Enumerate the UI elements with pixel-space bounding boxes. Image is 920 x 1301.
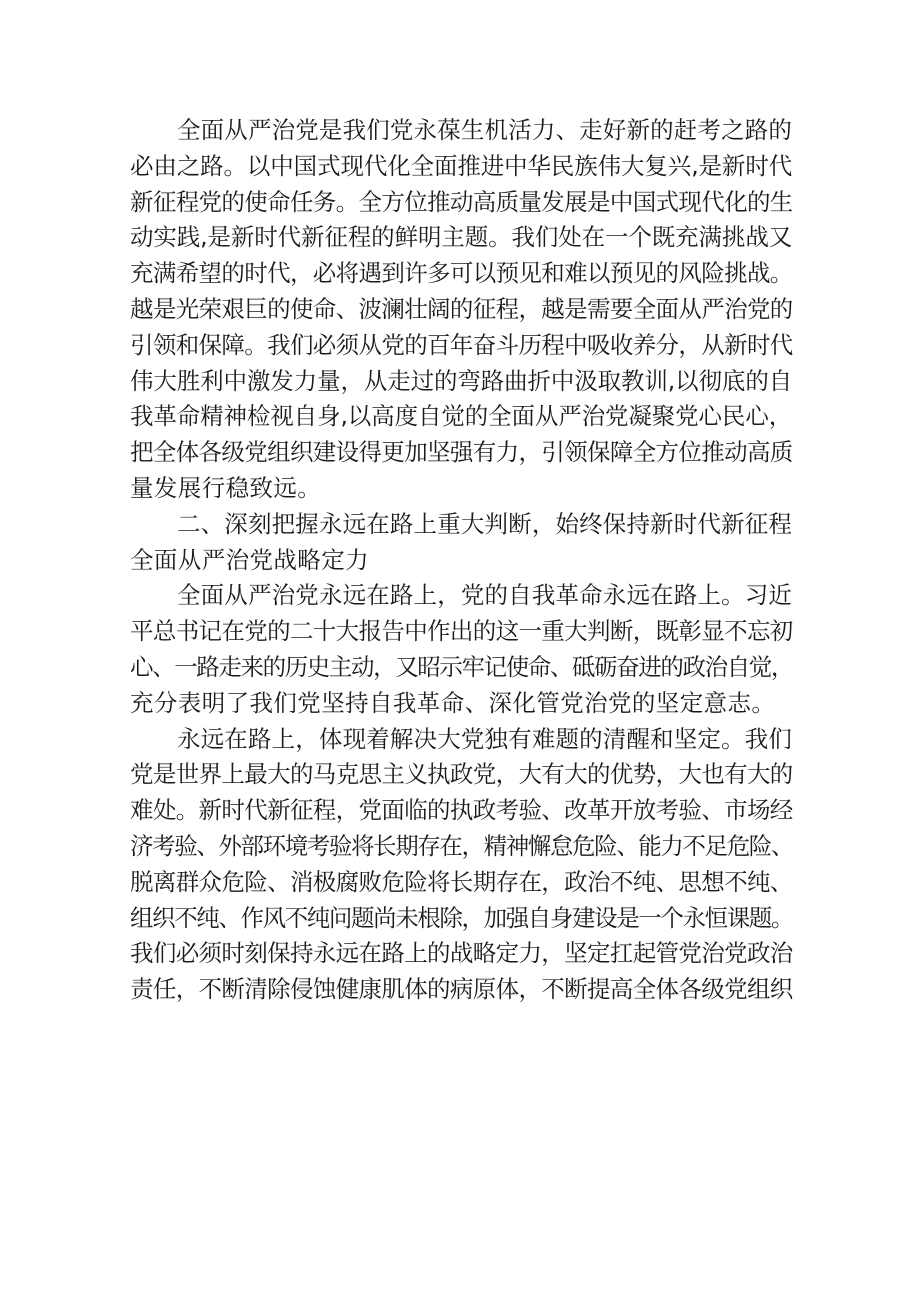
text-line: 把全体各级党组织建设得更加坚强有力，引领保障全方位推动高质 (130, 438, 793, 467)
text-line: 心、一路走来的历史主动，又昭示牢记使命、砥砺奋进的政治自觉， (130, 652, 793, 681)
text-line: 越是光荣艰巨的使命、波澜壮阔的征程，越是需要全面从严治党的 (130, 294, 793, 323)
text-line: 组织不纯、作风不纯问题尚未根除，加强自身建设是一个永恒课题。 (130, 903, 793, 932)
text-line: 新征程党的使命任务。全方位推动高质量发展是中国式现代化的生 (130, 187, 793, 216)
text-line: 引领和保障。我们必须从党的百年奋斗历程中吸收养分，从新时代 (130, 330, 793, 359)
text-line: 永远在路上，体现着解决大党独有难题的清醒和坚定。我们 (177, 724, 792, 753)
text-line: 我革命精神检视自身,以高度自觉的全面从严治党凝聚党心民心， (130, 402, 792, 431)
text-line: 济考验、外部环境考验将长期存在，精神懈怠危险、能力不足危险、 (130, 831, 793, 860)
paragraph-2 (130, 578, 792, 721)
text-line: 必由之路。以中国式现代化全面推进中华民族伟大复兴,是新时代 (130, 151, 792, 180)
text-line: 充满希望的时代，必将遇到许多可以预见和难以预见的风险挑战。 (130, 259, 793, 288)
text-line: 全面从严治党是我们党永葆生机活力、走好新的赶考之路的 (177, 116, 792, 144)
text-line: 伟大胜利中激发力量，从走过的弯路曲折中汲取教训,以彻底的自 (130, 366, 792, 395)
paragraph-1 (130, 113, 792, 507)
document-body (130, 113, 792, 1008)
section-heading (130, 507, 792, 579)
text-line: 脱离群众危险、消极腐败危险将长期存在，政治不纯、思想不纯、 (130, 867, 793, 896)
text-line: 我们必须时刻保持永远在路上的战略定力，坚定扛起管党治党政治 (130, 939, 793, 968)
text-line: 动实践,是新时代新征程的鲜明主题。我们处在一个既充满挑战又 (130, 223, 792, 252)
heading-line: 二、深刻把握永远在路上重大判断，始终保持新时代新征程 (177, 509, 792, 538)
text-line: 量发展行稳致远。 (130, 473, 322, 502)
text-line: 全面从严治党永远在路上，党的自我革命永远在路上。习近 (177, 581, 792, 610)
text-line: 责任，不断清除侵蚀健康肌体的病原体，不断提高全体各级党组织 (130, 975, 793, 1004)
heading-line: 全面从严治党战略定力 (130, 545, 369, 574)
text-line: 难处。新时代新征程，党面临的执政考验、改革开放考验、市场经 (130, 796, 793, 825)
text-line: 平总书记在党的二十大报告中作出的这一重大判断，既彰显不忘初 (130, 617, 793, 646)
text-line: 充分表明了我们党坚持自我革命、深化管党治党的坚定意志。 (130, 688, 776, 717)
paragraph-3 (130, 722, 792, 1008)
text-line: 党是世界上最大的马克思主义执政党，大有大的优势，大也有大的 (130, 760, 793, 789)
